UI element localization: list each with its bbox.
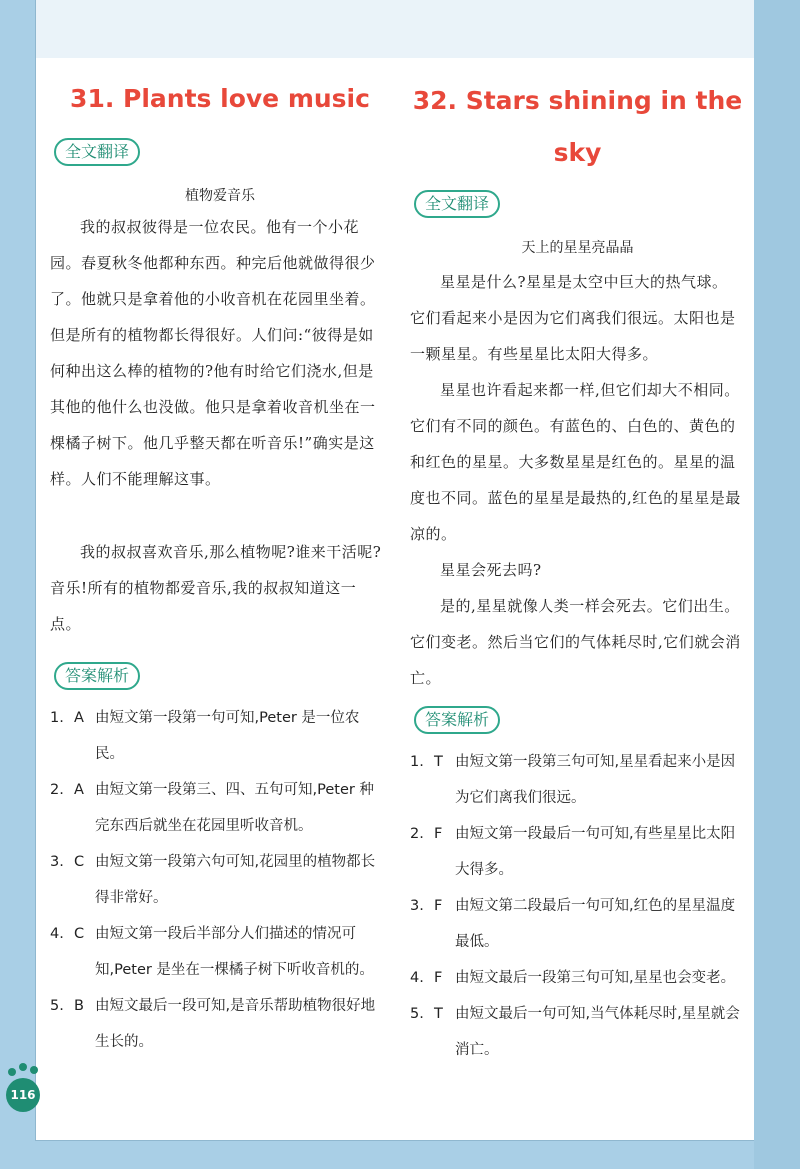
top-decoration-strip	[36, 0, 754, 58]
right-title-line-2: sky	[553, 138, 602, 167]
left-subtitle: 植物爱音乐	[185, 188, 255, 204]
paw-icon	[30, 1066, 38, 1074]
left-answers-badge: 答案解析	[54, 662, 140, 690]
left-paragraph-2: 我的叔叔喜欢音乐,那么植物呢?谁来干活呢?音乐!所有的植物都爱音乐,我的叔叔知道这一点。	[50, 543, 382, 633]
answer-item: 5. B 由短文最后一段可知,是音乐帮助植物很好地生长的。	[50, 998, 376, 1050]
paw-icon	[19, 1063, 27, 1071]
right-paragraph-4: 是的,星星就像人类一样会死去。它们出生。它们变老。然后当它们的气体耗尽时,它们就会消亡。	[410, 597, 741, 687]
page-edge	[754, 0, 800, 1169]
left-answers-list	[50, 700, 388, 1060]
answer-item: 2. A 由短文第一段第三、四、五句可知,Peter 种完东西后就坐在花园里听收音机。	[50, 782, 374, 834]
answer-item: 3. F 由短文第二段最后一句可知,红色的星星温度最低。	[410, 898, 736, 950]
answer-item: 1. A 由短文第一段第一句可知,Peter 是一位农民。	[50, 710, 360, 762]
right-paragraph-3: 星星会死去吗?	[440, 561, 542, 579]
right-title-line-1: 32. Stars shining in the	[412, 86, 743, 115]
left-paragraph-1: 我的叔叔彼得是一位农民。他有一个小花园。春夏秋冬他都种东西。种完后他就做得很少了。他就只是拿着他的小收音机在花园里坐着。但是所有的植物都长得很好。人们问:“彼得是如何种出这么棒的植物的?他有时给它们浇水,但是其他的他什么也没做。他只是拿着收音机坐在一棵橘子树下。他几乎整天都在听音乐!”确实是这样。人们不能理解这事。	[50, 218, 376, 488]
answer-item: 4. C 由短文第一段后半部分人们描述的情况可知,Peter 是坐在一棵橘子树下听收音机的。	[50, 926, 374, 978]
answer-item: 3. C 由短文第一段第六句可知,花园里的植物都长得非常好。	[50, 854, 376, 906]
answer-item: 1. T 由短文第一段第三句可知,星星看起来小是因为它们离我们很远。	[410, 754, 736, 806]
answer-item: 4. F 由短文最后一段第三句可知,星星也会变老。	[410, 970, 736, 986]
right-paragraph-1: 星星是什么?星星是太空中巨大的热气球。它们看起来小是因为它们离我们很远。太阳也是一颗星星。有些星星比太阳大得多。	[410, 273, 736, 363]
paw-icon	[8, 1068, 16, 1076]
left-translation-badge: 全文翻译	[54, 138, 140, 166]
page-number: 116	[6, 1078, 40, 1112]
right-answers-list	[410, 744, 743, 1068]
right-answers-badge: 答案解析	[414, 706, 500, 734]
right-paragraph-2: 星星也许看起来都一样,但它们却大不相同。它们有不同的颜色。有蓝色的、白色的、黄色的和红色的星星。大多数星星是红色的。星星的温度也不同。蓝色的星星是最热的,红色的星星是最凉的。	[410, 381, 741, 543]
answer-item: 2. F 由短文第一段最后一句可知,有些星星比太阳大得多。	[410, 826, 736, 878]
left-title: 31. Plants love music	[70, 84, 370, 113]
right-translation-badge: 全文翻译	[414, 190, 500, 218]
right-subtitle: 天上的星星亮晶晶	[521, 240, 634, 256]
answer-item: 5. T 由短文最后一句可知,当气体耗尽时,星星就会消亡。	[410, 1006, 740, 1058]
